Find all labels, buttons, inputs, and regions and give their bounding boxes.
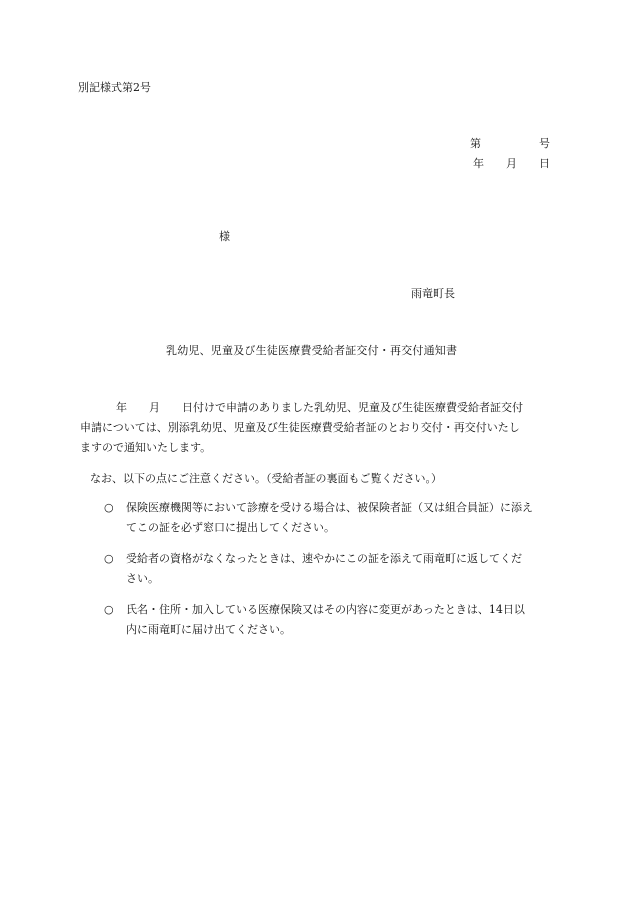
note-item [104,498,556,538]
date-day-label: 日 [539,157,550,170]
note-text-line: てこの証を必ず窓口に提出してください。 [126,521,335,534]
note-text-line: 保険医療機関等において診療を受ける場合は、被保険者証（又は組合員証）に添え [126,501,533,514]
note-item [104,549,556,589]
body-line: ますので通知いたします。 [80,441,212,454]
addressee-suffix: 様 [219,230,230,243]
note-text-line: 受給者の資格がなくなったときは、速やかにこの証を添えて雨竜町に返してくだ [126,552,522,565]
body-paragraph [80,398,554,458]
note-text-line: 氏名・住所・加入している医療保険又はその内容に変更があったときは、14日以 [126,603,525,616]
note-intro: なお、以下の点にご注意ください。（受給者証の裏面もご覧ください。） [90,472,442,485]
note-text-line: さい。 [126,572,159,585]
form-number: 別記様式第2号 [78,81,151,94]
document-title: 乳幼児、児童及び生徒医療費受給者証交付・再交付通知書 [166,344,458,357]
note-item [104,600,556,640]
date-month-label: 月 [506,157,517,170]
reference-number-suffix: 号 [539,137,550,150]
date-line [473,158,550,169]
date-year-label: 年 [473,157,484,170]
circle-bullet-icon: ○ [104,552,114,565]
reference-number-prefix: 第 [470,137,481,150]
circle-bullet-icon: ○ [104,501,114,514]
note-text-line: 内に雨竜町に届け出てください。 [126,623,291,636]
circle-bullet-icon: ○ [104,603,114,616]
notes-list [104,498,556,651]
body-line: 年 月 日付けで申請のありました乳幼児、児童及び生徒医療費受給者証交付 [116,401,523,414]
body-line: 申請については、別添乳幼児、児童及び生徒医療費受給者証のとおり交付・再交付いたし [80,421,520,434]
reference-number-line [470,138,550,149]
issuer-name: 雨竜町長 [411,287,455,300]
